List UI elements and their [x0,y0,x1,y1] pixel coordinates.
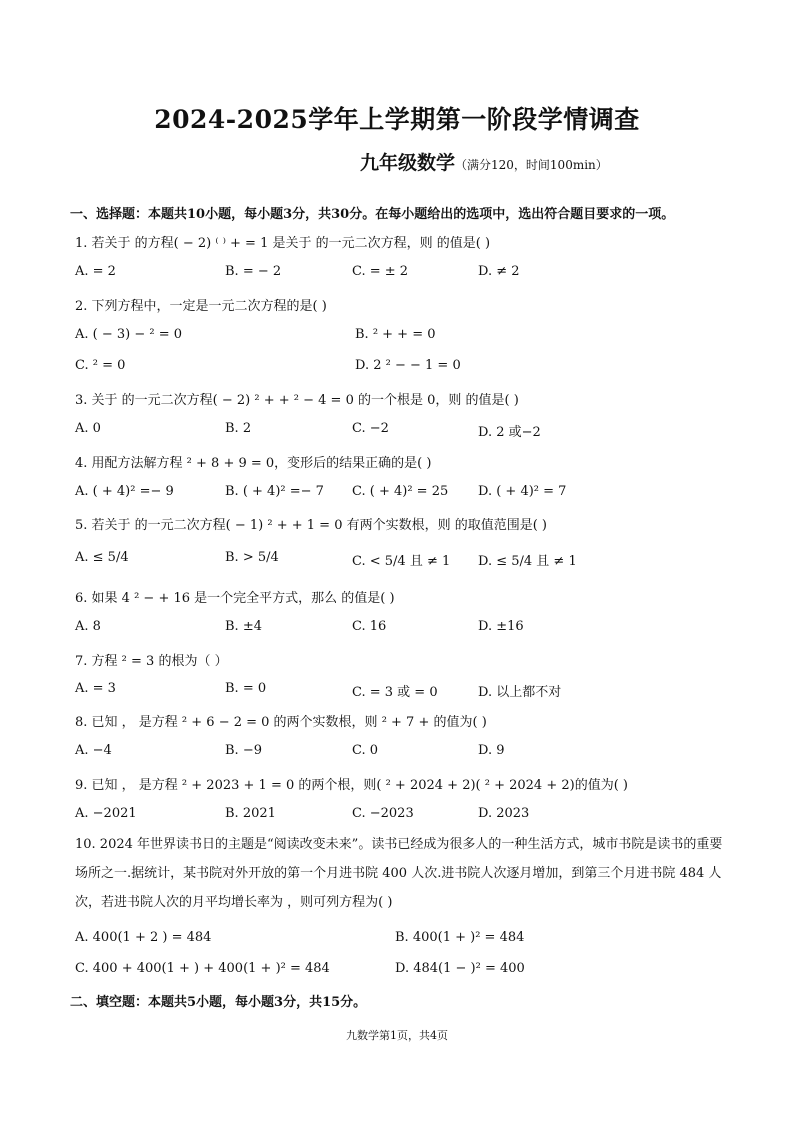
question-2: 2. 下列方程中，一定是一元二次方程的是( ) [75,299,327,314]
question-10: 10. 2024 年世界读书日的主题是“阅读改变未来”。读书已经成为很多人的一种生活方式，城市书院是读书的重要场所之一.据统计，某书院对外开放的第一个月进书院 400 人次.进书院人次逐月增加，到第三个月进书院 484 人次，若进书院人次的月平均增长率为 ，则可列方程为( ) [75,837,723,910]
option-6b: B. ±4 [225,619,262,634]
option-4a: A. ( + 4)² =− 9 [75,484,174,499]
option-8c: C. 0 [352,743,379,758]
question-9: 9. 已知 ， 是方程 ² + 2023 + 1 = 0 的两个根，则( ² + 2024 + 2)( ² + 2024 + 2)的值为( ) [75,778,628,793]
options-10b [75,961,735,983]
option-1a: A. = 2 [75,264,116,279]
option-7b: B. = 0 [225,681,267,696]
question-1: 1. 若关于 的方程( − 2) ⁽ ⁾ + = 1 是关于 的一元二次方程，则 的值是( ) [75,236,491,251]
options-9 [75,806,735,828]
option-4c: C. ( + 4)² = 25 [352,484,449,499]
option-6a: A. 8 [75,619,101,634]
option-6c: C. 16 [352,619,387,634]
option-2b: B. ² + + = 0 [355,327,436,342]
option-9d: D. 2023 [478,806,530,821]
option-5b: B. > 5/4 [225,550,279,565]
option-7a: A. = 3 [75,681,116,696]
question-8: 8. 已知 ， 是方程 ² + 6 − 2 = 0 的两个实数根，则 ² + 7 + 的值为( ) [75,715,487,730]
option-8d: D. 9 [478,743,505,758]
option-8b: B. −9 [225,743,262,758]
option-4d: D. ( + 4)² = 7 [478,484,567,499]
options-5 [75,550,735,572]
option-1d: D. ≠ 2 [478,264,520,279]
options-3 [75,421,735,443]
option-4b: B. ( + 4)² =− 7 [225,484,324,499]
option-2c: C. ² = 0 [75,358,126,373]
option-10c: C. 400 + 400(1 + ) + 400(1 + )² = 484 [75,961,330,976]
option-3b: B. 2 [225,421,252,436]
option-8a: A. −4 [75,743,112,758]
page-title: 2024-2025学年上学期第一阶段学情调查 [154,105,640,134]
options-4 [75,484,735,506]
option-3a: A. 0 [75,421,101,436]
options-6 [75,619,735,641]
option-7c: C. = 3 或 = 0 [352,685,438,700]
options-7 [75,681,735,703]
question-5: 5. 若关于 的一元二次方程( − 1) ² + + 1 = 0 有两个实数根，则 的取值范围是( ) [75,518,548,533]
option-2a: A. ( − 3) − ² = 0 [75,327,183,342]
page-footer: 九数学第1页，共4页 [346,1029,448,1042]
options-8 [75,743,735,765]
options-1 [75,264,735,286]
option-5c: C. < 5/4 且 ≠ 1 [352,554,451,569]
question-3: 3. 关于 的一元二次方程( − 2) ² + + ² − 4 = 0 的一个根是 0，则 的值是( ) [75,393,519,408]
option-2d: D. 2 ² − − 1 = 0 [355,358,461,373]
subtitle-main: 九年级数学 [360,152,456,174]
option-5a: A. ≤ 5/4 [75,550,129,565]
option-3d: D. 2 或−2 [478,425,541,440]
option-1b: B. = − 2 [225,264,282,279]
option-3c: C. −2 [352,421,389,436]
option-10a: A. 400(1 + 2 ) = 484 [75,930,212,945]
section-heading-fill: 二、填空题：本题共5小题，每小题3分，共15分。 [70,995,367,1010]
section-heading-choice: 一、选择题：本题共10小题，每小题3分，共30分。在每小题给出的选项中，选出符合题目要求的一项。 [70,207,675,222]
option-7d: D. 以上都不对 [478,685,562,700]
option-10b: B. 400(1 + )² = 484 [395,930,525,945]
option-1c: C. = ± 2 [352,264,409,279]
option-9b: B. 2021 [225,806,276,821]
subtitle [360,148,608,175]
option-9a: A. −2021 [75,806,137,821]
subtitle-note: （满分120，时间100min） [455,158,608,172]
option-6d: D. ±16 [478,619,524,634]
option-9c: C. −2023 [352,806,414,821]
options-2a [75,327,735,349]
option-10d: D. 484(1 − )² = 400 [395,961,525,976]
question-7: 7. 方程 ² = 3 的根为（ ） [75,654,228,669]
question-4: 4. 用配方法解方程 ² + 8 + 9 = 0，变形后的结果正确的是( ) [75,456,432,471]
option-5d: D. ≤ 5/4 且 ≠ 1 [478,554,577,569]
question-6: 6. 如果 4 ² − + 16 是一个完全平方式，那么 的值是( ) [75,591,395,606]
options-10a [75,930,735,952]
options-2b [75,358,735,380]
